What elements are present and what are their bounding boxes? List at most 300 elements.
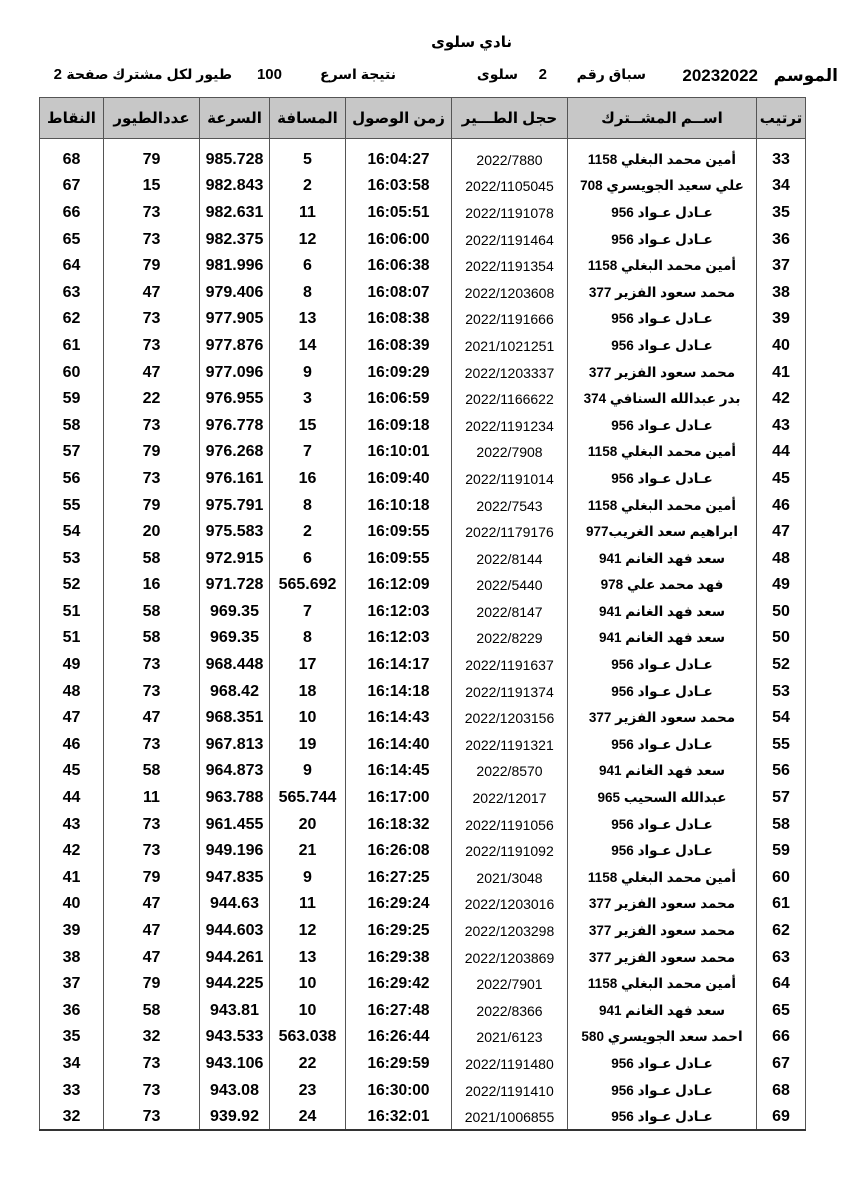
page-number: 2 [53,66,62,83]
cell-distance: 16 [270,466,346,493]
cell-name: أمين محمد البغلي 1158 [568,865,757,892]
cell-name: عـادل عـواد 956 [568,333,757,360]
cell-birds: 47 [104,944,200,971]
cell-distance: 17 [270,652,346,679]
cell-distance: 12 [270,226,346,253]
cell-ring: 2022/8147 [452,599,568,626]
cell-distance: 9 [270,758,346,785]
cell-ring: 2022/1203156 [452,705,568,732]
cell-birds: 58 [104,998,200,1025]
table-row [40,732,806,759]
cell-speed: 969.35 [200,625,270,652]
cell-arrival: 16:14:40 [346,732,452,759]
cell-speed: 977.905 [200,306,270,333]
table-row [40,253,806,280]
column-header-birds: عددالطيور [104,98,200,139]
cell-rank: 42 [757,386,806,413]
cell-points: 40 [40,891,104,918]
cell-distance: 21 [270,838,346,865]
table-row [40,998,806,1025]
table-row [40,412,806,439]
cell-name: محمد سعود الفزير 377 [568,279,757,306]
cell-rank: 35 [757,200,806,227]
results-table-body [40,147,806,1131]
cell-distance: 3 [270,386,346,413]
cell-birds: 47 [104,359,200,386]
cell-birds: 58 [104,545,200,572]
cell-speed: 943.106 [200,1051,270,1078]
cell-speed: 939.92 [200,1104,270,1131]
cell-ring: 2022/7880 [452,147,568,174]
cell-ring: 2022/1203337 [452,359,568,386]
cell-rank: 66 [757,1024,806,1051]
cell-rank: 36 [757,226,806,253]
cell-ring: 2022/7543 [452,492,568,519]
cell-birds: 79 [104,253,200,280]
cell-birds: 15 [104,173,200,200]
cell-points: 62 [40,306,104,333]
cell-arrival: 16:09:18 [346,412,452,439]
cell-distance: 8 [270,279,346,306]
header-spacer-row [40,139,806,147]
cell-speed: 944.261 [200,944,270,971]
table-row [40,386,806,413]
cell-arrival: 16:12:03 [346,599,452,626]
cell-ring: 2022/7908 [452,439,568,466]
cell-points: 59 [40,386,104,413]
column-header-arrival: زمن الوصول [346,98,452,139]
result-type-label: نتيجة اسرع [320,66,396,82]
cell-rank: 54 [757,705,806,732]
cell-birds: 79 [104,865,200,892]
cell-points: 44 [40,785,104,812]
cell-speed: 982.631 [200,200,270,227]
cell-speed: 944.225 [200,971,270,998]
cell-distance: 11 [270,891,346,918]
cell-points: 39 [40,918,104,945]
table-row [40,359,806,386]
table-row [40,705,806,732]
table-row [40,1024,806,1051]
cell-speed: 976.955 [200,386,270,413]
cell-distance: 22 [270,1051,346,1078]
cell-speed: 947.835 [200,865,270,892]
cell-speed: 982.375 [200,226,270,253]
cell-distance: 5 [270,147,346,174]
cell-birds: 73 [104,811,200,838]
cell-birds: 58 [104,625,200,652]
cell-birds: 47 [104,918,200,945]
cell-speed: 985.728 [200,147,270,174]
cell-rank: 53 [757,678,806,705]
cell-arrival: 16:32:01 [346,1104,452,1131]
cell-arrival: 16:14:18 [346,678,452,705]
cell-points: 49 [40,652,104,679]
cell-arrival: 16:26:44 [346,1024,452,1051]
cell-ring: 2022/1191464 [452,226,568,253]
cell-distance: 9 [270,359,346,386]
cell-birds: 73 [104,412,200,439]
cell-arrival: 16:14:43 [346,705,452,732]
cell-rank: 56 [757,758,806,785]
cell-speed: 972.915 [200,545,270,572]
cell-arrival: 16:04:27 [346,147,452,174]
cell-ring: 2022/1191480 [452,1051,568,1078]
cell-ring: 2022/1191078 [452,200,568,227]
table-row [40,811,806,838]
column-header-points: النقاط [40,98,104,139]
cell-arrival: 16:26:08 [346,838,452,865]
cell-ring: 2022/1203298 [452,918,568,945]
cell-birds: 73 [104,466,200,493]
cell-ring: 2022/1179176 [452,519,568,546]
table-row [40,492,806,519]
cell-arrival: 16:18:32 [346,811,452,838]
cell-birds: 58 [104,758,200,785]
table-row [40,891,806,918]
cell-distance: 10 [270,971,346,998]
cell-distance: 6 [270,545,346,572]
cell-points: 43 [40,811,104,838]
cell-rank: 57 [757,785,806,812]
cell-rank: 50 [757,625,806,652]
column-header-speed: السرعة [200,98,270,139]
cell-speed: 967.813 [200,732,270,759]
cell-points: 34 [40,1051,104,1078]
cell-birds: 73 [104,838,200,865]
cell-distance: 11 [270,200,346,227]
cell-points: 61 [40,333,104,360]
cell-distance: 7 [270,599,346,626]
cell-points: 37 [40,971,104,998]
cell-rank: 49 [757,572,806,599]
cell-name: سعد فهد الغانم 941 [568,545,757,572]
cell-ring: 2022/1105045 [452,173,568,200]
cell-name: سعد فهد الغانم 941 [568,625,757,652]
cell-rank: 46 [757,492,806,519]
cell-rank: 38 [757,279,806,306]
cell-speed: 944.63 [200,891,270,918]
cell-distance: 565.692 [270,572,346,599]
cell-points: 45 [40,758,104,785]
per-member-page-label: طيور لكل مشترك صفحة [66,66,232,82]
cell-arrival: 16:29:42 [346,971,452,998]
table-row [40,652,806,679]
cell-ring: 2022/8229 [452,625,568,652]
cell-distance: 15 [270,412,346,439]
cell-ring: 2022/7901 [452,971,568,998]
cell-name: عـادل عـواد 956 [568,838,757,865]
column-header-rank: ترتيب [757,98,806,139]
cell-ring: 2022/1191014 [452,466,568,493]
race-number-value: 2 [538,66,547,83]
cell-arrival: 16:29:24 [346,891,452,918]
cell-name: محمد سعود الفزير 377 [568,359,757,386]
cell-name: أمين محمد البغلي 1158 [568,439,757,466]
cell-birds: 47 [104,279,200,306]
cell-distance: 2 [270,519,346,546]
cell-birds: 16 [104,572,200,599]
cell-points: 35 [40,1024,104,1051]
cell-name: عـادل عـواد 956 [568,466,757,493]
cell-arrival: 16:08:38 [346,306,452,333]
cell-arrival: 16:29:59 [346,1051,452,1078]
cell-arrival: 16:14:17 [346,652,452,679]
cell-points: 33 [40,1077,104,1104]
cell-birds: 47 [104,705,200,732]
cell-rank: 50 [757,599,806,626]
cell-rank: 60 [757,865,806,892]
cell-ring: 2022/1191666 [452,306,568,333]
table-row [40,173,806,200]
cell-distance: 6 [270,253,346,280]
cell-rank: 69 [757,1104,806,1131]
cell-points: 63 [40,279,104,306]
cell-points: 36 [40,998,104,1025]
table-row [40,439,806,466]
cell-ring: 2022/1191321 [452,732,568,759]
cell-birds: 73 [104,652,200,679]
cell-points: 47 [40,705,104,732]
table-row [40,333,806,360]
cell-points: 32 [40,1104,104,1131]
cell-arrival: 16:06:59 [346,386,452,413]
cell-name: أمين محمد البغلي 1158 [568,971,757,998]
cell-distance: 7 [270,439,346,466]
cell-distance: 9 [270,865,346,892]
cell-speed: 971.728 [200,572,270,599]
cell-points: 67 [40,173,104,200]
cell-distance: 12 [270,918,346,945]
cell-arrival: 16:27:48 [346,998,452,1025]
cell-rank: 39 [757,306,806,333]
cell-speed: 964.873 [200,758,270,785]
cell-birds: 47 [104,891,200,918]
cell-rank: 48 [757,545,806,572]
cell-name: علي سعيد الجويسري 708 [568,173,757,200]
cell-points: 48 [40,678,104,705]
cell-birds: 32 [104,1024,200,1051]
cell-name: محمد سعود الفزير 377 [568,944,757,971]
cell-ring: 2022/8144 [452,545,568,572]
cell-birds: 73 [104,678,200,705]
cell-birds: 79 [104,147,200,174]
cell-speed: 975.791 [200,492,270,519]
cell-ring: 2022/8366 [452,998,568,1025]
cell-speed: 968.448 [200,652,270,679]
cell-ring: 2021/1021251 [452,333,568,360]
cell-points: 46 [40,732,104,759]
cell-points: 51 [40,625,104,652]
cell-speed: 969.35 [200,599,270,626]
cell-speed: 979.406 [200,279,270,306]
table-row [40,599,806,626]
cell-points: 38 [40,944,104,971]
cell-ring: 2022/1191056 [452,811,568,838]
cell-birds: 73 [104,732,200,759]
cell-name: محمد سعود الفزير 377 [568,918,757,945]
cell-name: عـادل عـواد 956 [568,1104,757,1131]
cell-rank: 55 [757,732,806,759]
cell-points: 68 [40,147,104,174]
cell-speed: 943.08 [200,1077,270,1104]
table-row [40,918,806,945]
cell-ring: 2022/8570 [452,758,568,785]
cell-distance: 10 [270,705,346,732]
cell-arrival: 16:10:01 [346,439,452,466]
race-location: سلوى [476,66,518,82]
cell-distance: 20 [270,811,346,838]
cell-ring: 2022/1166622 [452,386,568,413]
cell-arrival: 16:12:03 [346,625,452,652]
cell-points: 54 [40,519,104,546]
cell-name: عـادل عـواد 956 [568,732,757,759]
club-title: نادي سلوى [431,34,512,51]
column-header-name: اســم المشــترك [568,98,757,139]
cell-arrival: 16:10:18 [346,492,452,519]
cell-speed: 977.876 [200,333,270,360]
cell-arrival: 16:05:51 [346,200,452,227]
cell-ring: 2022/1191410 [452,1077,568,1104]
cell-rank: 45 [757,466,806,493]
cell-rank: 59 [757,838,806,865]
cell-arrival: 16:09:55 [346,519,452,546]
cell-ring: 2022/1191354 [452,253,568,280]
cell-arrival: 16:09:55 [346,545,452,572]
cell-points: 58 [40,412,104,439]
cell-rank: 68 [757,1077,806,1104]
cell-name: عـادل عـواد 956 [568,652,757,679]
cell-distance: 8 [270,492,346,519]
cell-arrival: 16:12:09 [346,572,452,599]
cell-name: عـادل عـواد 956 [568,200,757,227]
column-header-distance: المسافة [270,98,346,139]
cell-rank: 33 [757,147,806,174]
cell-ring: 2022/12017 [452,785,568,812]
race-number-label: سباق رقم [576,66,646,82]
cell-ring: 2022/1191092 [452,838,568,865]
cell-speed: 963.788 [200,785,270,812]
cell-name: سعد فهد الغانم 941 [568,758,757,785]
cell-name: أمين محمد البغلي 1158 [568,147,757,174]
cell-points: 51 [40,599,104,626]
cell-rank: 67 [757,1051,806,1078]
cell-points: 41 [40,865,104,892]
cell-points: 52 [40,572,104,599]
cell-speed: 943.81 [200,998,270,1025]
cell-name: عـادل عـواد 956 [568,306,757,333]
cell-rank: 63 [757,944,806,971]
cell-arrival: 16:06:00 [346,226,452,253]
cell-distance: 19 [270,732,346,759]
cell-speed: 976.268 [200,439,270,466]
table-row [40,226,806,253]
cell-ring: 2022/1191234 [452,412,568,439]
table-row [40,147,806,174]
cell-name: عبدالله السحيب 965 [568,785,757,812]
cell-rank: 41 [757,359,806,386]
cell-points: 42 [40,838,104,865]
cell-ring: 2022/1203016 [452,891,568,918]
table-row [40,1077,806,1104]
cell-points: 53 [40,545,104,572]
cell-arrival: 16:03:58 [346,173,452,200]
cell-rank: 34 [757,173,806,200]
table-row [40,678,806,705]
cell-distance: 18 [270,678,346,705]
cell-name: محمد سعود الفزير 377 [568,705,757,732]
table-row [40,1051,806,1078]
table-row [40,838,806,865]
cell-rank: 40 [757,333,806,360]
table-row [40,971,806,998]
cell-ring: 2022/5440 [452,572,568,599]
cell-rank: 65 [757,998,806,1025]
cell-speed: 981.996 [200,253,270,280]
cell-arrival: 16:29:38 [346,944,452,971]
cell-speed: 943.533 [200,1024,270,1051]
cell-name: ابراهيم سعد الغريب977 [568,519,757,546]
cell-rank: 64 [757,971,806,998]
season-label: الموسم [773,66,838,85]
cell-name: عـادل عـواد 956 [568,1077,757,1104]
cell-rank: 62 [757,918,806,945]
cell-birds: 20 [104,519,200,546]
cell-rank: 47 [757,519,806,546]
cell-distance: 13 [270,944,346,971]
cell-speed: 982.843 [200,173,270,200]
table-row [40,466,806,493]
cell-arrival: 16:08:07 [346,279,452,306]
table-row [40,200,806,227]
cell-rank: 61 [757,891,806,918]
cell-arrival: 16:17:00 [346,785,452,812]
cell-points: 64 [40,253,104,280]
cell-ring: 2021/3048 [452,865,568,892]
cell-birds: 73 [104,1077,200,1104]
cell-birds: 79 [104,492,200,519]
table-row [40,758,806,785]
cell-points: 56 [40,466,104,493]
cell-birds: 73 [104,1051,200,1078]
cell-speed: 976.778 [200,412,270,439]
table-row [40,785,806,812]
cell-ring: 2021/6123 [452,1024,568,1051]
cell-birds: 73 [104,333,200,360]
cell-arrival: 16:09:29 [346,359,452,386]
cell-name: أمين محمد البغلي 1158 [568,492,757,519]
cell-speed: 975.583 [200,519,270,546]
table-row [40,306,806,333]
cell-arrival: 16:30:00 [346,1077,452,1104]
cell-arrival: 16:06:38 [346,253,452,280]
cell-speed: 944.603 [200,918,270,945]
cell-ring: 2022/1203869 [452,944,568,971]
cell-birds: 73 [104,226,200,253]
cell-birds: 58 [104,599,200,626]
cell-rank: 43 [757,412,806,439]
cell-rank: 37 [757,253,806,280]
cell-name: سعد فهد الغانم 941 [568,998,757,1025]
column-header-ring: حجل الطـــير [452,98,568,139]
cell-name: عـادل عـواد 956 [568,678,757,705]
cell-ring: 2022/1203608 [452,279,568,306]
result-birds-count: 100 [256,66,282,83]
cell-points: 66 [40,200,104,227]
cell-distance: 2 [270,173,346,200]
cell-arrival: 16:08:39 [346,333,452,360]
cell-birds: 73 [104,200,200,227]
